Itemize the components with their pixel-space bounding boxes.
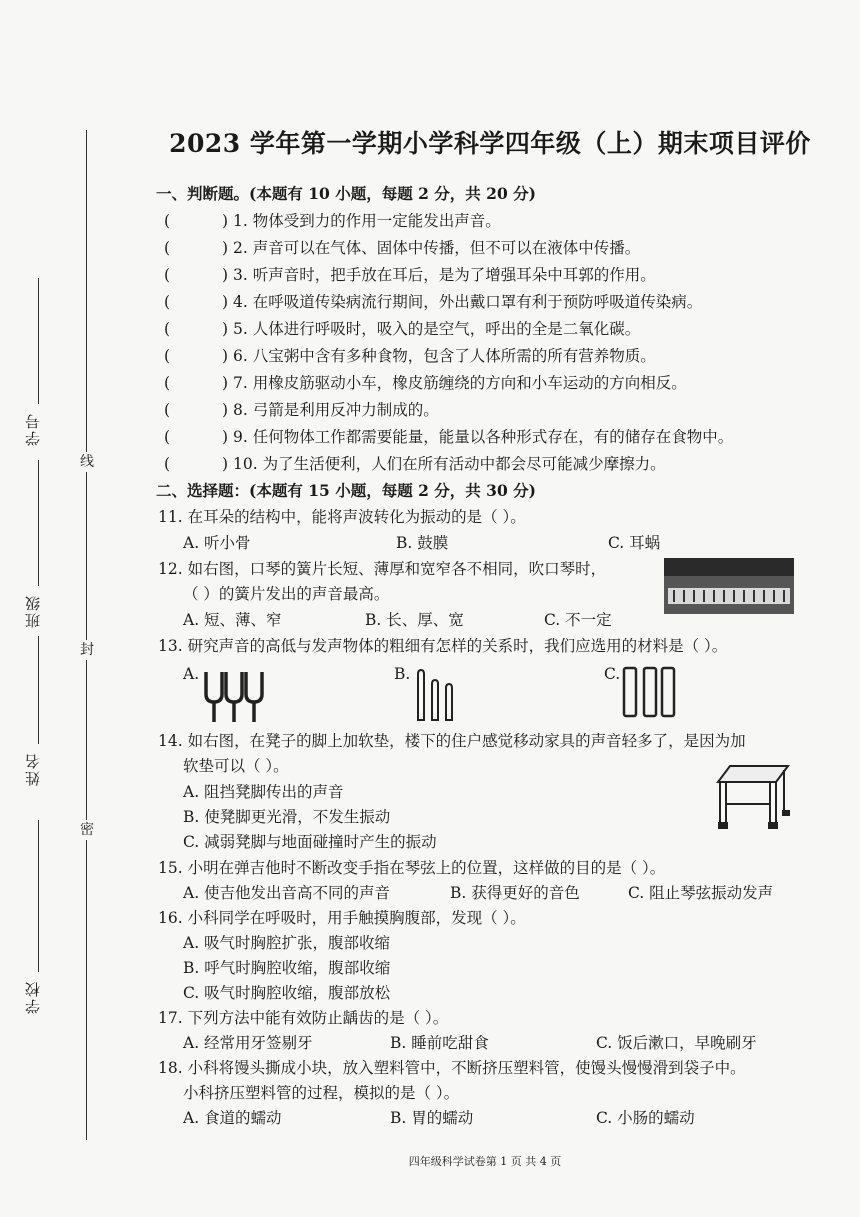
q18-stem-2: 小科挤压塑料管的过程，模拟的是（ ）。: [183, 1084, 460, 1102]
page-footer: 四年级科学试卷第 1 页 共 4 页: [408, 1155, 562, 1168]
q15-stem: 15. 小明在弹吉他时不断改变手指在琴弦上的位置，这样做的目的是（ ）。: [158, 859, 666, 877]
q11-option-b: B. 鼓膜: [396, 534, 449, 552]
q11-stem: 11. 在耳朵的结构中，能将声波转化为振动的是（ ）。: [158, 508, 526, 526]
metal-rods-image: [410, 668, 460, 724]
class-blank[interactable]: [38, 460, 39, 586]
q13-option-a: A.: [183, 665, 200, 683]
q12-option-a: A. 短、薄、窄: [183, 611, 282, 629]
q12-stem: 12. 如右图，口琴的簧片长短、薄厚和宽窄各不相同，吹口琴时，: [158, 560, 607, 578]
q15-option-c: C. 阻止琴弦振动发声: [628, 884, 774, 902]
page-title: 2023 学年第一学期小学科学四年级（上）期末项目评价: [169, 129, 811, 158]
student-no-blank[interactable]: [38, 278, 39, 404]
q16-stem: 16. 小科同学在呼吸时，用手触摸胸腹部，发现（ ）。: [158, 909, 526, 927]
q14-option-a: A. 阻挡凳脚传出的声音: [183, 783, 344, 801]
q14-option-c: C. 减弱凳脚与地面碰撞时产生的振动: [183, 833, 437, 851]
q13-option-b: B.: [394, 665, 411, 683]
q15-option-b: B. 获得更好的音色: [450, 884, 580, 902]
tubes-image: [618, 664, 678, 720]
tf-item-3: ( ) 3. 听声音时，把手放在耳后，是为了增强耳朵中耳郭的作用。: [164, 266, 656, 284]
binding-char-mi: 密: [80, 822, 94, 838]
name-blank[interactable]: [38, 636, 39, 744]
binding-line: [86, 130, 87, 1140]
school-label: 学校: [24, 980, 42, 1014]
q17-option-a: A. 经常用牙签剔牙: [183, 1034, 313, 1052]
q13-stem: 13. 研究声音的高低与发声物体的粗细有怎样的关系时，我们应选用的材料是（ ）。: [158, 637, 728, 655]
q16-option-a: A. 吸气时胸腔扩张，腹部收缩: [183, 934, 391, 952]
tuning-forks-image: [200, 668, 268, 724]
harmonica-image: [664, 558, 794, 614]
q11-option-a: A. 听小骨: [183, 534, 251, 552]
name-label: 姓名: [24, 752, 42, 786]
school-blank[interactable]: [38, 820, 39, 972]
q17-option-c: C. 饭后漱口，早晚刷牙: [596, 1034, 757, 1052]
q11-option-c: C. 耳蜗: [608, 534, 661, 552]
q14-stem: 14. 如右图，在凳子的脚上加软垫，楼下的住户感觉移动家具的声音轻多了，是因为加: [158, 732, 746, 750]
q18-option-c: C. 小肠的蠕动: [596, 1109, 695, 1127]
tf-item-5: ( ) 5. 人体进行呼吸时，吸入的是空气，呼出的全是二氧化碳。: [164, 320, 641, 338]
stool-image: [712, 762, 792, 832]
tf-item-7: ( ) 7. 用橡皮筋驱动小车，橡皮筋缠绕的方向和小车运动的方向相反。: [164, 374, 687, 392]
q17-stem: 17. 下列方法中能有效防止龋齿的是（ ）。: [158, 1009, 449, 1027]
tf-item-9: ( ) 9. 任何物体工作都需要能量，能量以各种形式存在，有的储存在食物中。: [164, 428, 734, 446]
tf-item-10: ( ) 10. 为了生活便利，人们在所有活动中都会尽可能减少摩擦力。: [164, 455, 666, 473]
binding-char-feng: 封: [80, 642, 94, 658]
q14-stem-2: 软垫可以（ ）。: [183, 757, 289, 775]
q13-option-c: C.: [604, 665, 621, 683]
q16-option-b: B. 呼气时胸腔收缩，腹部收缩: [183, 959, 391, 977]
q15-option-a: A. 使吉他发出音高不同的声音: [183, 884, 391, 902]
q12-stem-2: （ ）的簧片发出的声音最高。: [183, 585, 390, 603]
tf-item-2: ( ) 2. 声音可以在气体、固体中传播，但不可以在液体中传播。: [164, 239, 641, 257]
student-no-label: 学号: [24, 412, 42, 446]
tf-item-8: ( ) 8. 弓箭是利用反冲力制成的。: [164, 401, 439, 419]
section2-heading: 二、选择题：(本题有 15 小题，每题 2 分，共 30 分): [156, 481, 536, 500]
q18-option-a: A. 食道的蠕动: [183, 1109, 282, 1127]
tf-item-1: ( ) 1. 物体受到力的作用一定能发出声音。: [164, 212, 501, 230]
tf-item-6: ( ) 6. 八宝粥中含有多种食物，包含了人体所需的所有营养物质。: [164, 347, 656, 365]
tf-item-4: ( ) 4. 在呼吸道传染病流行期间，外出戴口罩有利于预防呼吸道传染病。: [164, 293, 703, 311]
q18-stem: 18. 小科将馒头撕成小块，放入塑料管中，不断挤压塑料管，使馒头慢慢滑到袋子中。: [158, 1059, 746, 1077]
q16-option-c: C. 吸气时胸腔收缩，腹部放松: [183, 984, 391, 1002]
q14-option-b: B. 使凳脚更光滑，不发生振动: [183, 808, 391, 826]
q17-option-b: B. 睡前吃甜食: [390, 1034, 489, 1052]
class-label: 班级: [24, 594, 42, 628]
q12-option-c: C. 不一定: [544, 611, 612, 629]
section1-heading: 一、判断题。(本题有 10 小题，每题 2 分，共 20 分): [156, 184, 536, 203]
q18-option-b: B. 胃的蠕动: [390, 1109, 474, 1127]
q12-option-b: B. 长、厚、宽: [365, 611, 464, 629]
binding-char-xian: 线: [80, 454, 94, 470]
